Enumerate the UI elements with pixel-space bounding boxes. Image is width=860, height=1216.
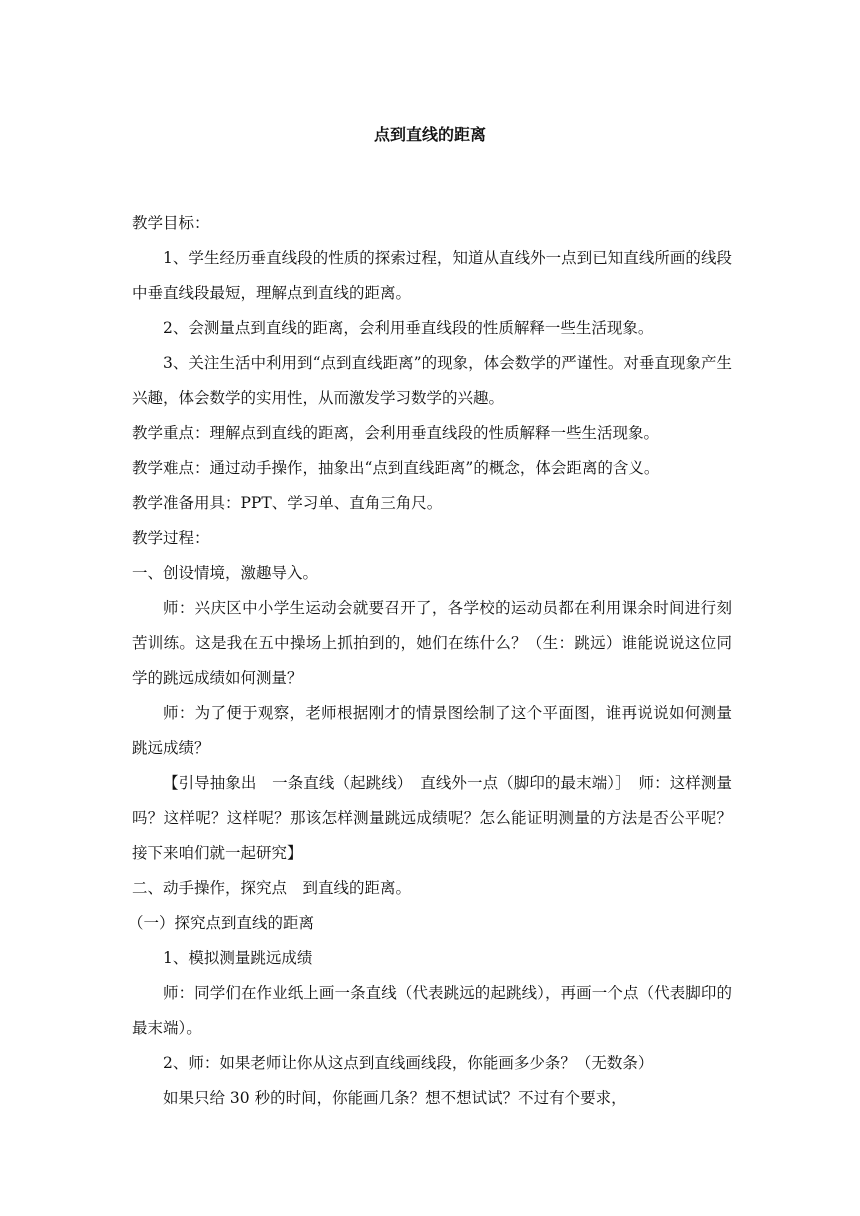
body-paragraph: 1、模拟测量跳远成绩 bbox=[163, 949, 313, 967]
teaching-key-point: 教学重点：理解点到直线的距离，会利用垂直线段的性质解释一些生活现象。 bbox=[132, 424, 660, 442]
section-heading-process: 教学过程： bbox=[132, 529, 210, 547]
teaching-materials: 教学准备用具：PPT、学习单、直角三角尺。 bbox=[132, 494, 443, 512]
page-title: 点到直线的距离 bbox=[373, 125, 486, 144]
section-heading-objectives: 教学目标： bbox=[132, 214, 210, 232]
objective-item: 2、会测量点到直线的距离，会利用垂直线段的性质解释一些生活现象。 bbox=[163, 319, 654, 337]
body-paragraph: 如果只给 30 秒的时间，你能画几条？想不想试试？不过有个要求， bbox=[163, 1089, 627, 1107]
body-paragraph: 师：为了便于观察，老师根据刚才的情景图绘制了这个平面图，谁再说说如何测量跳远成绩？ bbox=[132, 704, 732, 757]
teaching-difficulty: 教学难点：通过动手操作，抽象出“点到直线距离”的概念，体会距离的含义。 bbox=[132, 459, 660, 477]
document-body bbox=[128, 206, 732, 1116]
body-paragraph: 师：兴庆区中小学生运动会就要召开了，各学校的运动员都在利用课余时间进行刻苦训练。这是我在五中操场上抓拍到的，她们在练什么？（生：跳远）谁能说说这位同学的跳远成绩如何测量？ bbox=[132, 599, 732, 687]
sub-heading: （一）探究点到直线的距离 bbox=[128, 914, 315, 932]
objective-item: 1、学生经历垂直线段的性质的探索过程，知道从直线外一点到已知直线所画的线段中垂直线段最短，理解点到直线的距离。 bbox=[132, 249, 732, 302]
body-paragraph: 师：同学们在作业纸上画一条直线（代表跳远的起跳线），再画一个点（代表脚印的最末端）。 bbox=[132, 984, 732, 1037]
step-heading: 二、动手操作，探究点 到直线的距离。 bbox=[132, 879, 412, 897]
body-paragraph: 2、师：如果老师让你从这点到直线画线段，你能画多少条？（无数条） bbox=[163, 1054, 654, 1072]
body-paragraph: 【引导抽象出 一条直线（起跳线） 直线外一点（脚印的最末端）］ 师：这样测量吗？这样呢？这样呢？那该怎样测量跳远成绩呢？怎么能证明测量的方法是否公平呢？接下来咱们就一起研究】 bbox=[132, 774, 732, 862]
objective-item: 3、关注生活中利用到“点到直线距离”的现象，体会数学的严谨性。对垂直现象产生兴趣，体会数学的实用性，从而激发学习数学的兴趣。 bbox=[132, 354, 732, 407]
step-heading: 一、创设情境，激趣导入。 bbox=[132, 564, 319, 582]
